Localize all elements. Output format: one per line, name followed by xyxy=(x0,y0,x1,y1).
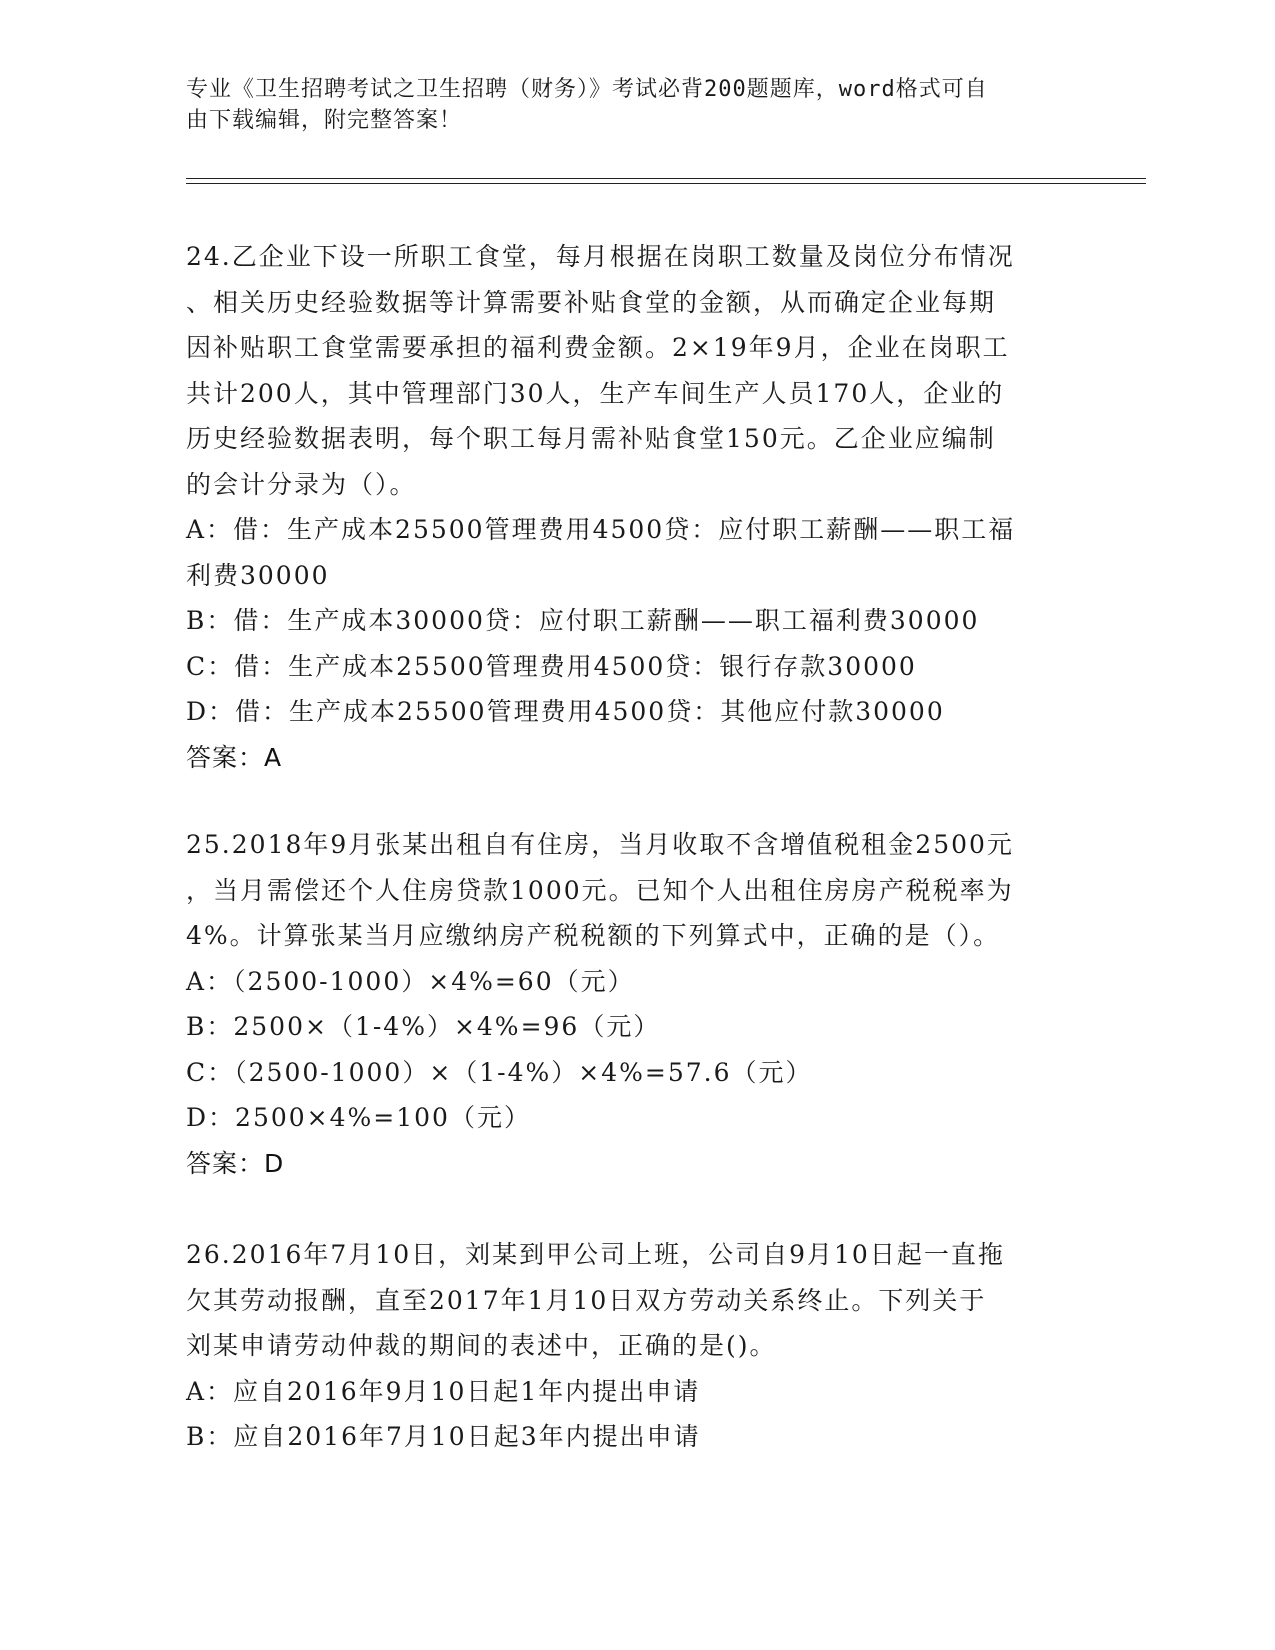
answer-label: 答案：A xyxy=(186,742,283,772)
header-divider-bottom xyxy=(186,183,1146,184)
question-stem-line: 因补贴职工食堂需要承担的福利费金额。2×19年9月，企业在岗职工 xyxy=(186,333,1010,362)
question-stem-line: 24.乙企业下设一所职工食堂，每月根据在岗职工数量及岗位分布情况 xyxy=(186,242,1015,271)
question-25 xyxy=(186,822,1076,1186)
question-stem-line: 共计200人，其中管理部门30人，生产车间生产人员170人，企业的 xyxy=(186,378,1005,408)
option-a: A：应自2016年9月10日起1年内提出申请 xyxy=(186,1376,701,1406)
question-stem-line: 26.2016年7月10日，刘某到甲公司上班，公司自9月10日起一直拖 xyxy=(186,1240,1005,1269)
question-stem-line: 25.2018年9月张某出租自有住房，当月收取不含增值税租金2500元 xyxy=(186,830,1014,859)
option-b: B：应自2016年7月10日起3年内提出申请 xyxy=(186,1422,701,1451)
option-b: B：2500×（1-4%）×4%=96（元） xyxy=(186,1012,661,1041)
header-divider-top xyxy=(186,178,1146,179)
document-header xyxy=(186,74,1086,136)
answer-label: 答案：D xyxy=(186,1148,285,1178)
question-stem-line: 4%。计算张某当月应缴纳房产税税额的下列算式中，正确的是（）。 xyxy=(186,921,1001,950)
question-stem-line: 刘某申请劳动仲裁的期间的表述中，正确的是()。 xyxy=(186,1331,777,1360)
option-b: B：借：生产成本30000贷：应付职工薪酬——职工福利费30000 xyxy=(186,606,980,635)
option-a-continued: 利费30000 xyxy=(186,560,330,590)
question-24 xyxy=(186,234,1076,780)
option-d: D：2500×4%=100（元） xyxy=(186,1103,531,1132)
option-c: C：借：生产成本25500管理费用4500贷：银行存款30000 xyxy=(186,651,917,681)
header-line-2: 由下载编辑，附完整答案！ xyxy=(186,108,463,133)
question-stem-line: 、相关历史经验数据等计算需要补贴食堂的金额，从而确定企业每期 xyxy=(186,287,997,317)
header-line-1: 专业《卫生招聘考试之卫生招聘（财务）》考试必背200题题库，word格式可自 xyxy=(186,77,988,102)
question-stem-line: ，当月需偿还个人住房贷款1000元。已知个人出租住房房产税税率为 xyxy=(186,875,1014,905)
question-stem-line: 历史经验数据表明，每个职工每月需补贴食堂150元。乙企业应编制 xyxy=(186,424,996,453)
question-26 xyxy=(186,1232,1076,1460)
option-c: C：（2500-1000）×（1-4%）×4%=57.6（元） xyxy=(186,1057,813,1087)
question-stem-line: 欠其劳动报酬，直至2017年1月10日双方劳动关系终止。下列关于 xyxy=(186,1285,987,1315)
question-stem-line: 的会计分录为（）。 xyxy=(186,469,417,499)
option-d: D：借：生产成本25500管理费用4500贷：其他应付款30000 xyxy=(186,697,945,726)
option-a: A：借：生产成本25500管理费用4500贷：应付职工薪酬——职工福 xyxy=(186,515,1016,544)
option-a: A：（2500-1000）×4%=60（元） xyxy=(186,966,635,996)
